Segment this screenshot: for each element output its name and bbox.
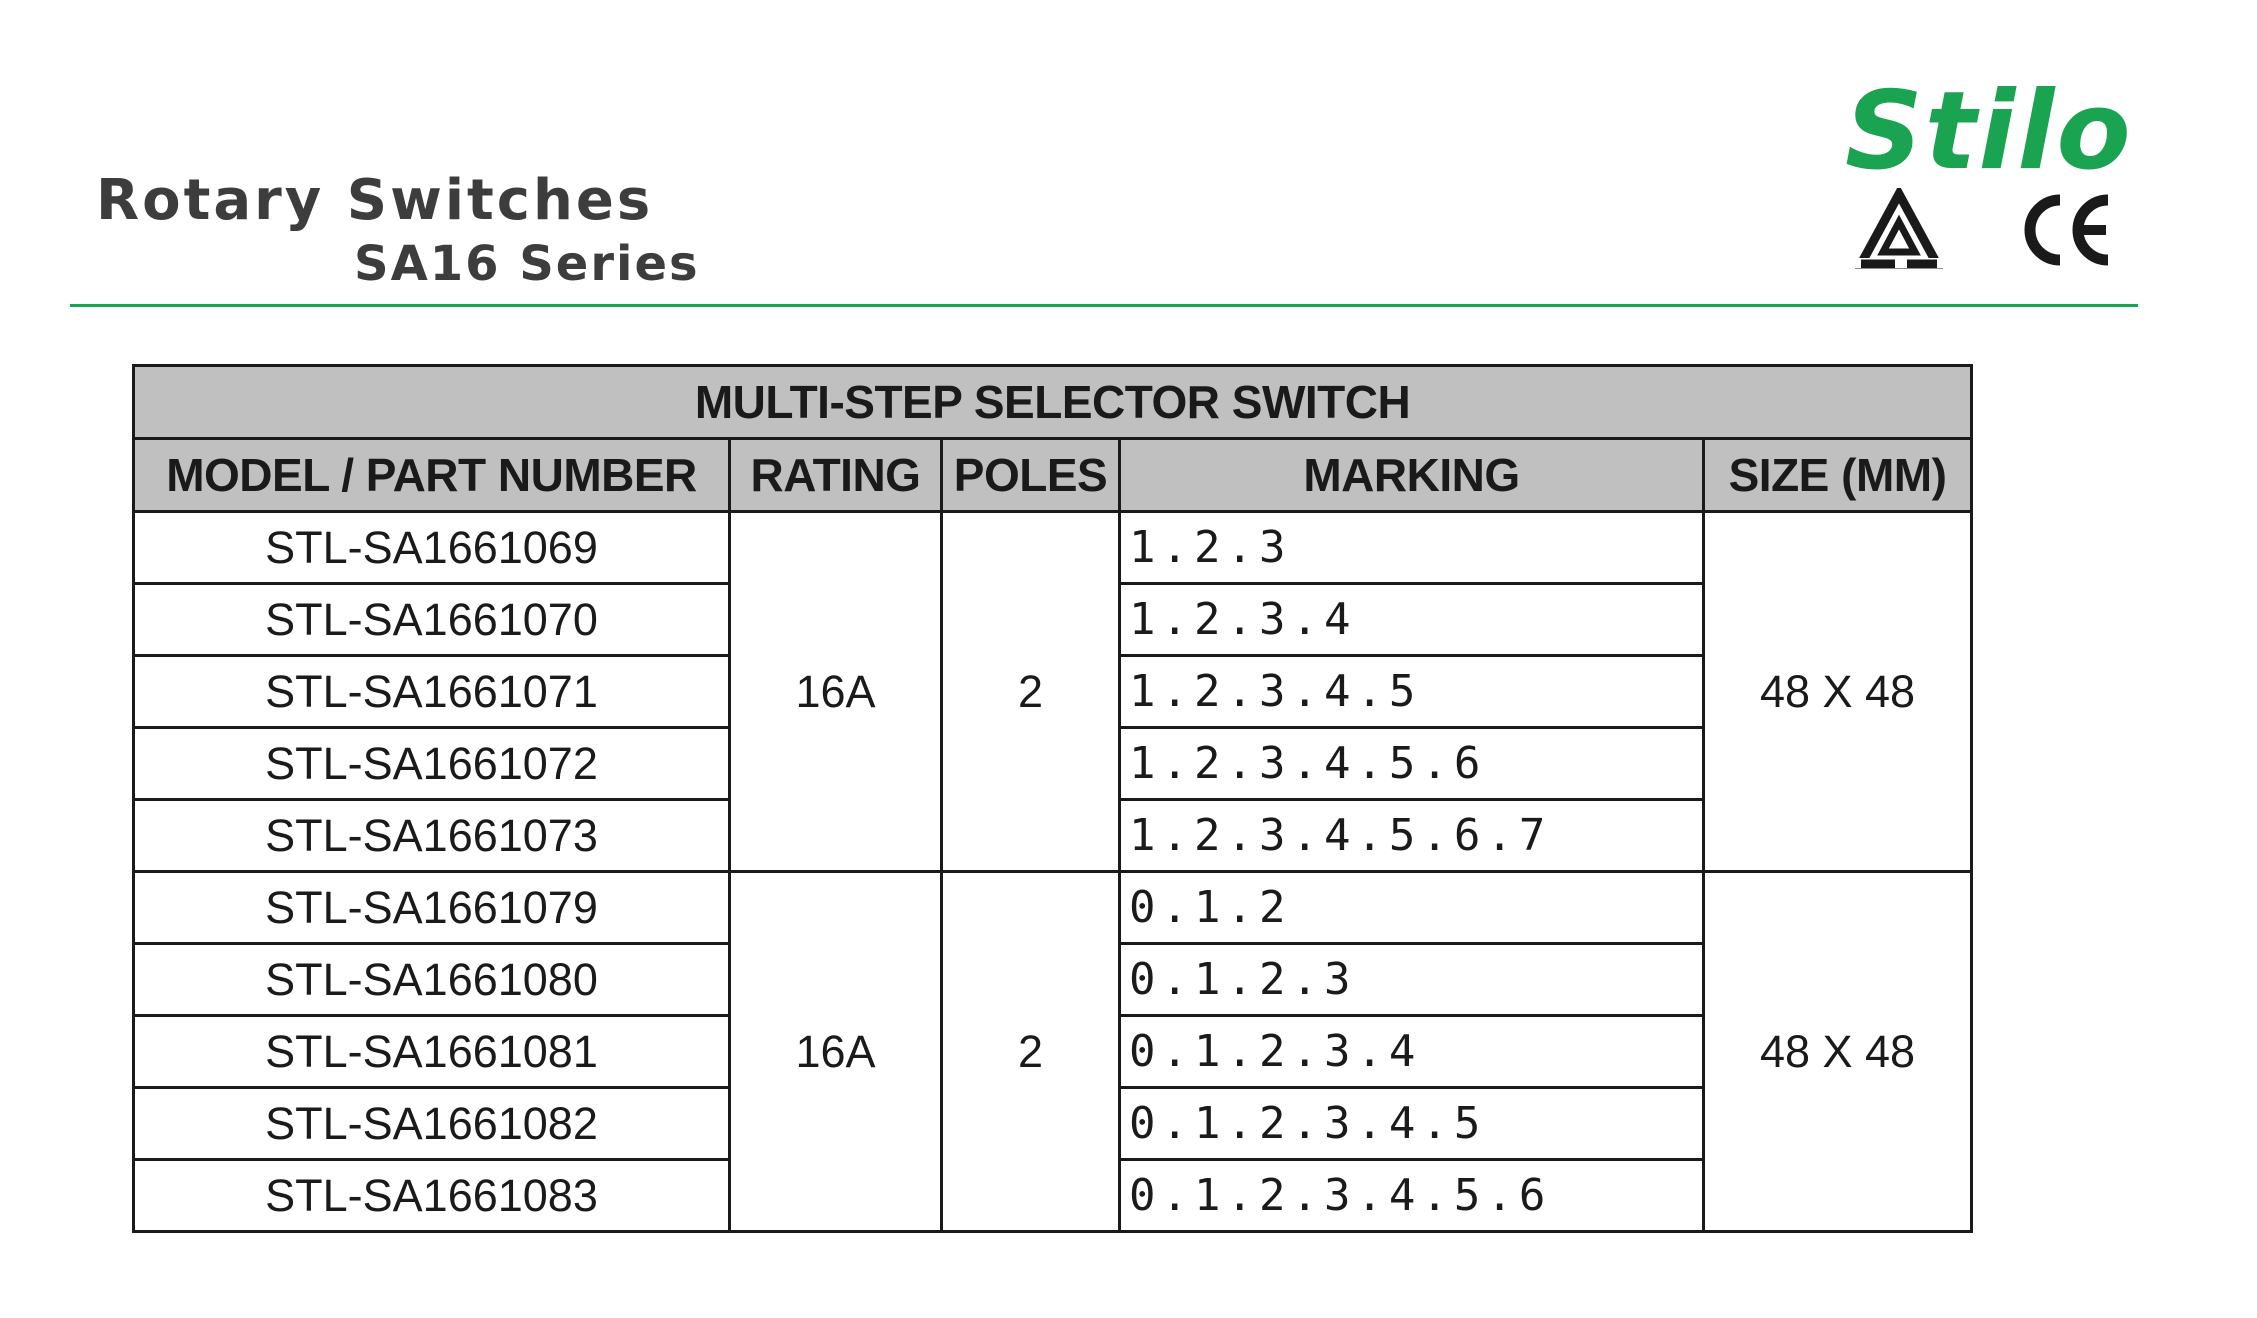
marking-cell: 0.1.2.3.4: [1120, 1016, 1704, 1088]
marking-cell: 1.2.3.4.5: [1120, 656, 1704, 728]
marking-cell: 1.2.3.4: [1120, 584, 1704, 656]
table-caption: MULTI-STEP SELECTOR SWITCH: [134, 366, 1972, 439]
column-header-poles: POLES: [942, 439, 1120, 512]
page-title: Rotary Switches: [96, 168, 654, 233]
rating-cell: 16A: [730, 872, 942, 1232]
model-cell: STL-SA1661070: [134, 584, 730, 656]
column-header-model: MODEL / PART NUMBER: [134, 439, 730, 512]
column-header-size: SIZE (MM): [1704, 439, 1972, 512]
poles-cell: 2: [942, 872, 1120, 1232]
marking-cell: 1.2.3.4.5.6: [1120, 728, 1704, 800]
marking-cell: 0.1.2.3: [1120, 944, 1704, 1016]
size-cell: 48 X 48: [1704, 872, 1972, 1232]
model-cell: STL-SA1661069: [134, 512, 730, 584]
ce-mark-icon: [2018, 188, 2114, 272]
table-row: [134, 872, 1972, 944]
brand-logo: Stilo: [1845, 69, 2133, 194]
model-cell: STL-SA1661071: [134, 656, 730, 728]
table-row: [134, 512, 1972, 584]
rating-cell: 16A: [730, 512, 942, 872]
column-header-marking: MARKING: [1120, 439, 1704, 512]
poles-cell: 2: [942, 512, 1120, 872]
selector-switch-table: [132, 364, 1973, 1233]
marking-cell: 0.1.2: [1120, 872, 1704, 944]
model-cell: STL-SA1661072: [134, 728, 730, 800]
marking-cell: 0.1.2.3.4.5: [1120, 1088, 1704, 1160]
model-cell: STL-SA1661080: [134, 944, 730, 1016]
column-header-rating: RATING: [730, 439, 942, 512]
header-divider: [70, 304, 2138, 307]
model-cell: STL-SA1661073: [134, 800, 730, 872]
marking-cell: 1.2.3.4.5.6.7: [1120, 800, 1704, 872]
model-cell: STL-SA1661081: [134, 1016, 730, 1088]
size-cell: 48 X 48: [1704, 512, 1972, 872]
page-subtitle: SA16 Series: [354, 236, 700, 292]
marking-cell: 0.1.2.3.4.5.6: [1120, 1160, 1704, 1232]
marking-cell: 1.2.3: [1120, 512, 1704, 584]
model-cell: STL-SA1661083: [134, 1160, 730, 1232]
model-cell: STL-SA1661079: [134, 872, 730, 944]
triangle-mark-icon: [1855, 188, 1943, 272]
model-cell: STL-SA1661082: [134, 1088, 730, 1160]
